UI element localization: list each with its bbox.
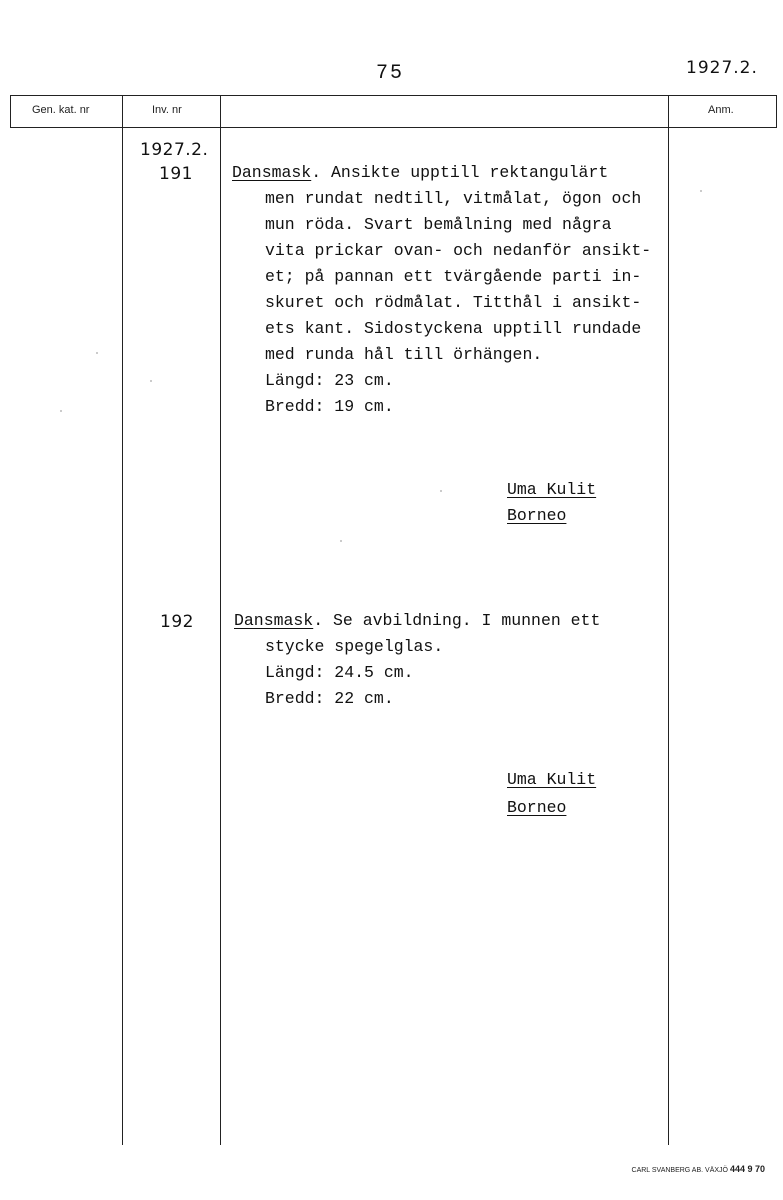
entry-title: Dansmask <box>234 611 314 630</box>
table-top-rule <box>10 95 777 96</box>
column-header-inv-nr: Inv. nr <box>152 104 182 116</box>
inventory-number: 191 <box>159 164 193 184</box>
text-line: men rundat nedtill, vitmålat, ögon och <box>265 189 642 208</box>
column-header-gen-kat-nr: Gen. kat. nr <box>32 104 90 116</box>
length-line: Längd: 24.5 cm. <box>265 663 414 682</box>
text-line: vita prickar ovan- och nedanför ansikt- <box>265 241 652 260</box>
text-line: . Se avbildning. I munnen ett <box>313 611 601 630</box>
scan-speck <box>60 410 62 412</box>
column-divider-3 <box>668 95 669 1145</box>
text-line: mun röda. Svart bemålning med några <box>265 215 612 234</box>
text-line: med runda hål till örhängen. <box>265 345 543 364</box>
header-bottom-rule <box>10 127 777 128</box>
width-line: Bredd: 19 cm. <box>265 397 394 416</box>
column-header-anm: Anm. <box>708 104 734 116</box>
origin-line: Borneo <box>507 798 567 817</box>
entry-description <box>232 160 651 420</box>
text-line: skuret och rödmålat. Titthål i ansikt- <box>265 293 642 312</box>
column-divider-2 <box>220 95 221 1145</box>
length-line: Längd: 23 cm. <box>265 371 394 390</box>
scan-speck <box>96 352 98 354</box>
scan-speck <box>700 190 702 192</box>
entry-description <box>234 608 600 712</box>
printer-footer <box>632 1164 765 1174</box>
origin-line: Borneo <box>507 506 567 525</box>
entry-title: Dansmask <box>232 163 312 182</box>
scan-speck <box>440 490 442 492</box>
left-border <box>10 95 11 127</box>
page-reference: 1927.2. <box>686 58 758 78</box>
column-divider-1 <box>122 95 123 1145</box>
origin-line: Uma Kulit <box>507 480 597 499</box>
origin-line: Uma Kulit <box>507 770 597 789</box>
text-line: ets kant. Sidostyckena upptill rundade <box>265 319 642 338</box>
text-line: stycke spegelglas. <box>265 637 444 656</box>
width-line: Bredd: 22 cm. <box>265 689 394 708</box>
scan-speck <box>340 540 342 542</box>
text-line: . Ansikte upptill rektangulärt <box>311 163 609 182</box>
text-line: et; på pannan ett tvärgående parti in- <box>265 267 642 286</box>
form-number: 444 9 70 <box>729 1164 765 1174</box>
printer-name: CARL SVANBERG AB. VÄXJÖ <box>631 1167 728 1174</box>
inventory-number: 192 <box>160 612 194 632</box>
right-border <box>776 95 777 127</box>
year-label: 1927.2. <box>140 140 209 160</box>
scan-speck <box>150 380 152 382</box>
page-number: 75 <box>376 62 405 85</box>
